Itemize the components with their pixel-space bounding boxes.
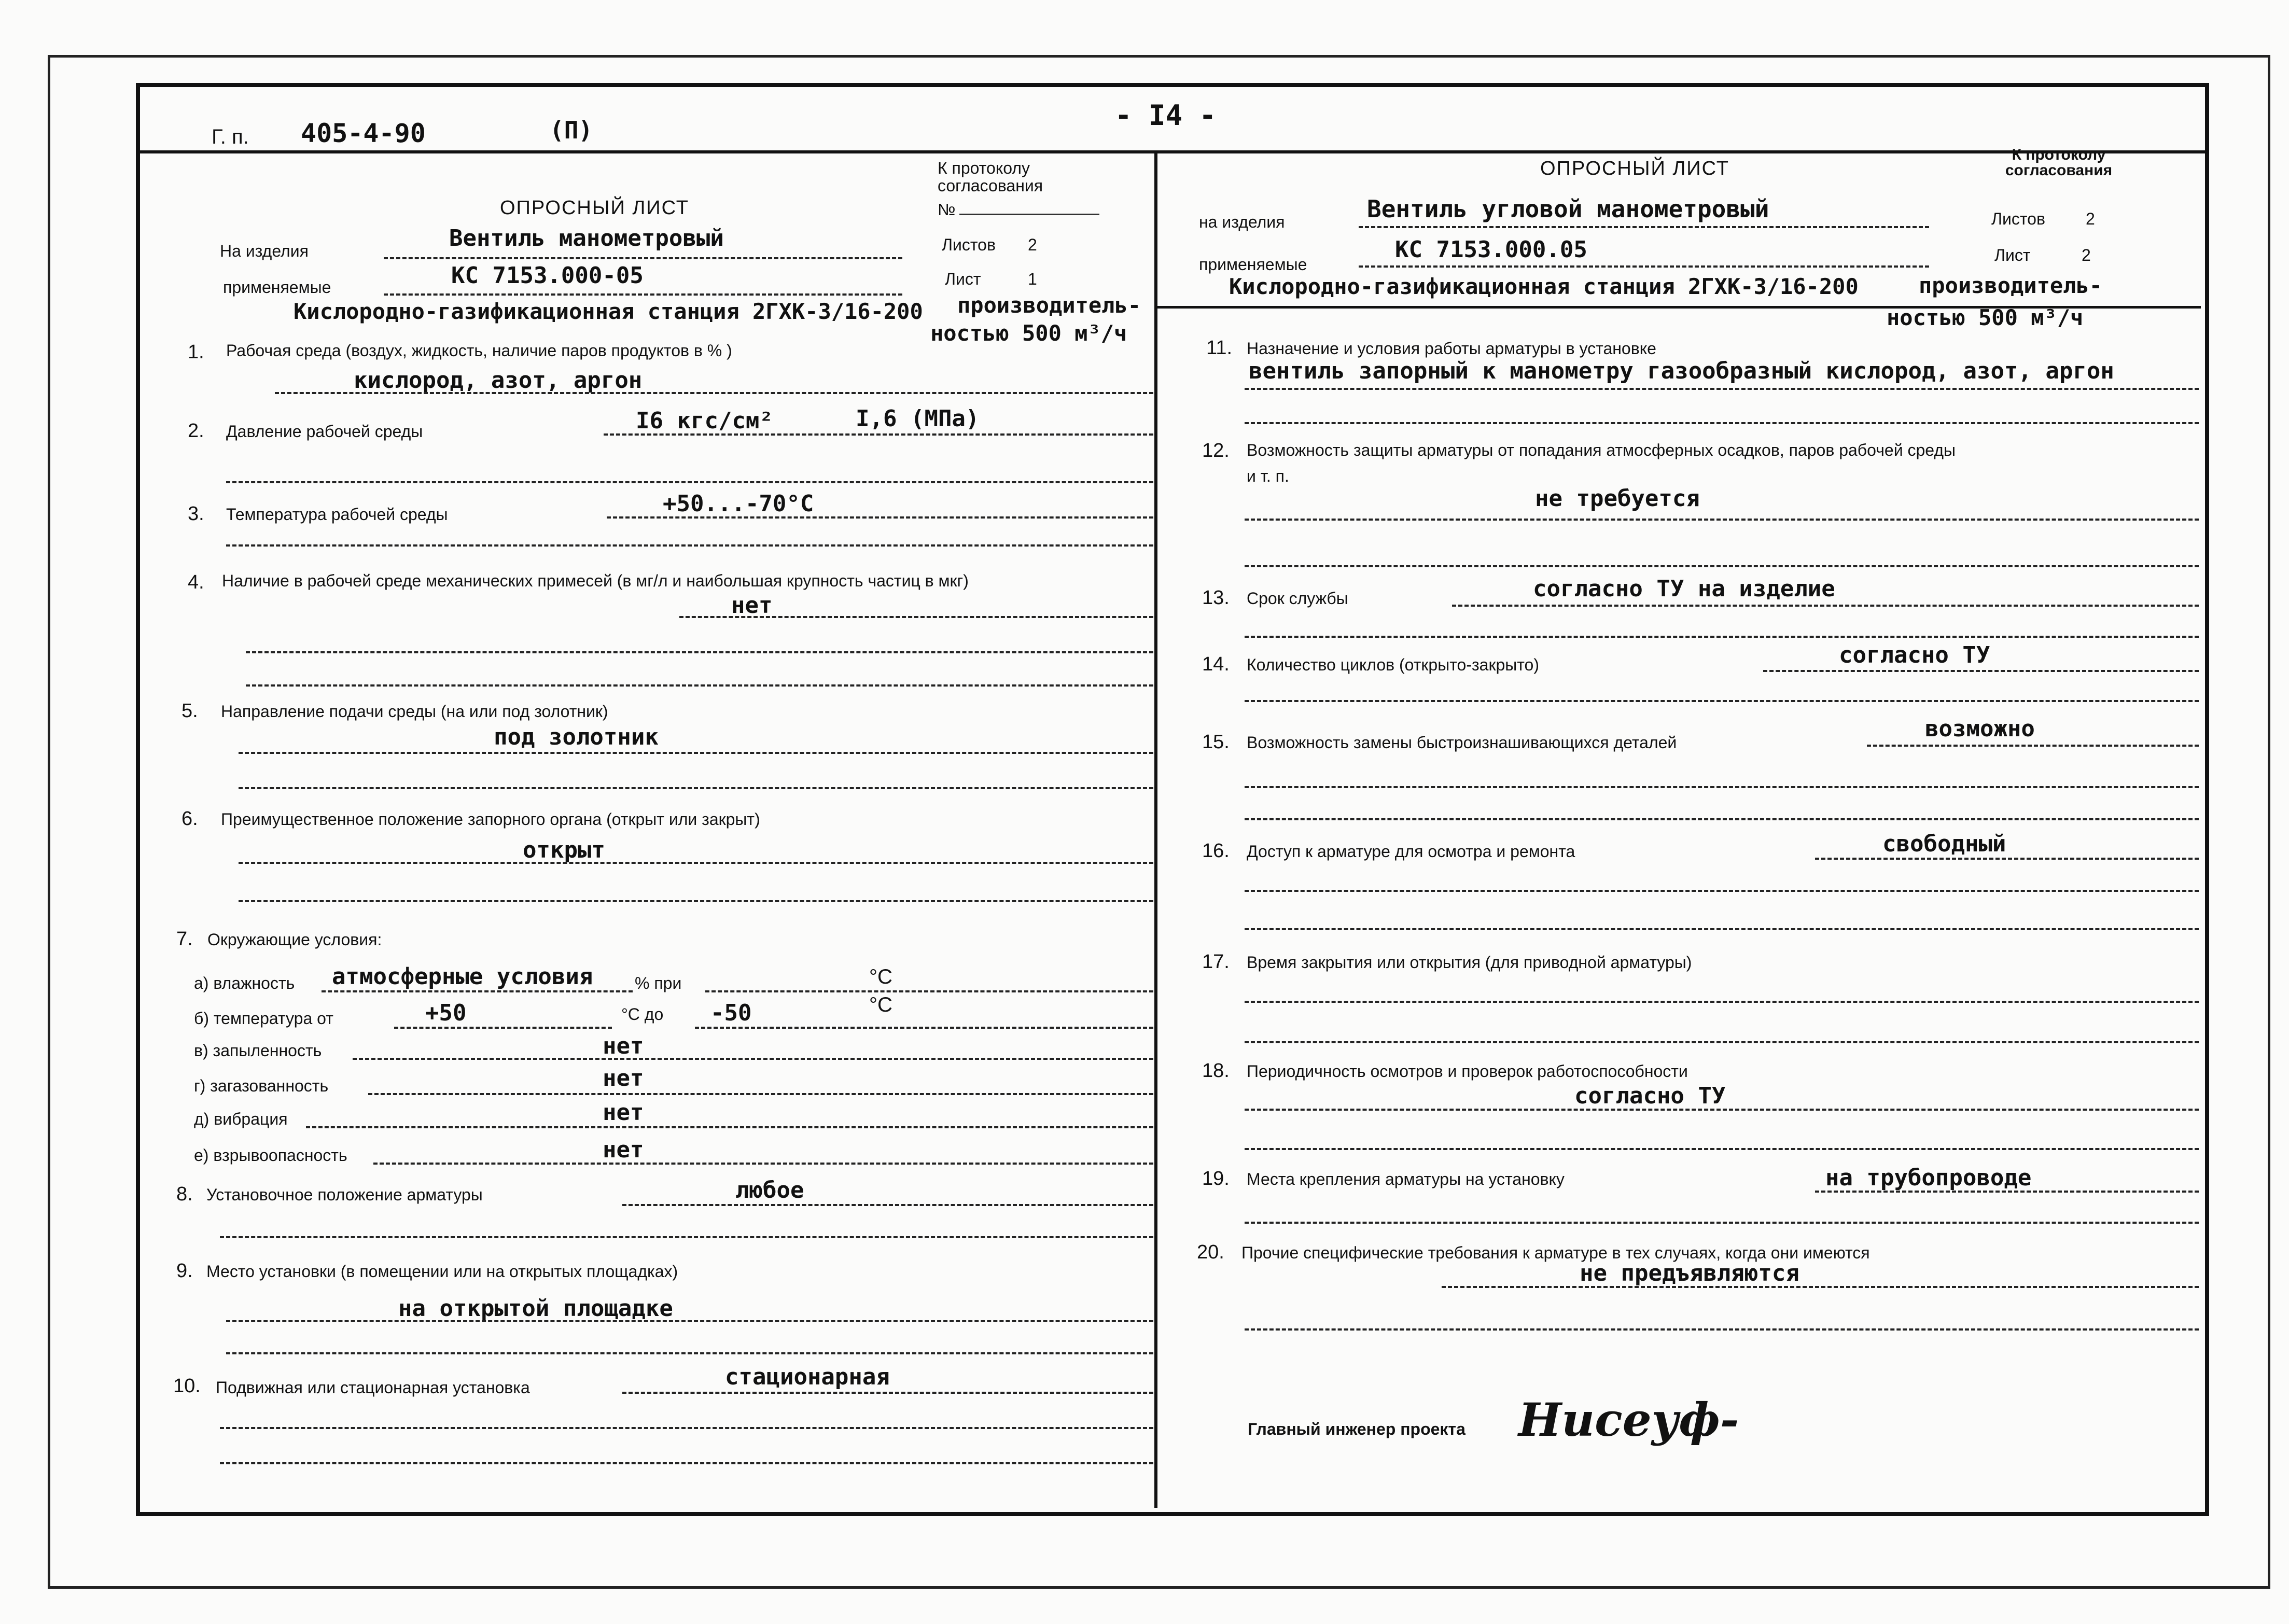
item-17-line xyxy=(1245,1001,2199,1003)
item-4-line-3 xyxy=(246,684,1153,687)
item-16-question: Доступ к арматуре для осмотра и ремонта xyxy=(1247,842,1575,861)
item-12-line xyxy=(1245,519,2199,521)
item-7a-label: а) влажность xyxy=(194,974,295,992)
sheets-value: 2 xyxy=(1028,235,1037,254)
item-10-question: Подвижная или стационарная установка xyxy=(216,1378,530,1397)
item-2-number: 2. xyxy=(188,420,204,442)
item-10-line-2 xyxy=(220,1427,1153,1429)
item-4-question: Наличие в рабочей среде механических примесей (в мг/л и наибольшая крупность частиц в мкг) xyxy=(222,571,969,590)
item-14-number: 14. xyxy=(1202,653,1230,675)
volume-mark: (П) xyxy=(550,116,593,144)
sheets-label: Листов xyxy=(942,235,996,254)
item-13-number: 13. xyxy=(1202,587,1230,609)
used-value: КС 7153.000-05 xyxy=(451,262,644,289)
item-13-line xyxy=(1452,605,2199,607)
left-capacity-b: ностью 500 м³/ч xyxy=(930,320,1127,346)
item-2-question: Давление рабочей среды xyxy=(226,422,423,441)
item-7e-label: д) вибрация xyxy=(194,1110,288,1128)
item-18-line xyxy=(1245,1109,2199,1111)
item-7b-from: +50 xyxy=(425,1000,467,1026)
right-product-value: Вентиль угловой манометровый xyxy=(1367,195,1769,223)
item-8-question: Установочное положение арматуры xyxy=(206,1185,483,1204)
item-7c-label: в) запыленность xyxy=(194,1041,322,1060)
item-6-answer: открыт xyxy=(523,837,605,863)
item-7f-line xyxy=(373,1163,1153,1165)
item-14-line-2 xyxy=(1245,700,2199,702)
item-8-line-2 xyxy=(220,1236,1153,1238)
item-7c-line xyxy=(353,1058,1153,1060)
item-19-number: 19. xyxy=(1202,1168,1230,1189)
item-1-line xyxy=(275,392,1153,394)
item-14-line xyxy=(1763,670,2199,672)
right-capacity-a: производитель- xyxy=(1919,273,2103,298)
right-sheets-label: Листов xyxy=(1991,209,2045,228)
item-1-question: Рабочая среда (воздух, жидкость, наличие паров продуктов в % ) xyxy=(226,341,732,360)
item-6-number: 6. xyxy=(182,808,198,830)
item-18-number: 18. xyxy=(1202,1060,1230,1082)
item-10-line-3 xyxy=(220,1462,1153,1464)
item-15-question: Возможность замены быстроизнашивающихся деталей xyxy=(1247,733,1677,752)
item-2-line xyxy=(604,433,1153,436)
header-divider xyxy=(136,150,2205,153)
item-9-question: Место установки (в помещении или на открытых площадках) xyxy=(206,1262,678,1281)
item-18-question: Периодичность осмотров и проверок работоспособности xyxy=(1247,1062,1688,1081)
item-19-line-2 xyxy=(1245,1222,2199,1224)
item-7a-line xyxy=(322,990,633,992)
item-3-line-2 xyxy=(226,544,1153,547)
item-5-line-2 xyxy=(239,787,1153,789)
item-7c-answer: нет xyxy=(603,1033,644,1059)
item-1-number: 1. xyxy=(188,341,204,363)
left-protocol-label: К протоколу согласования xyxy=(938,159,1043,195)
item-7d-answer: нет xyxy=(603,1065,644,1091)
item-7-number: 7. xyxy=(176,928,193,950)
item-13-line-2 xyxy=(1245,636,2199,638)
product-value: Вентиль манометровый xyxy=(449,225,724,251)
right-product-label: на изделия xyxy=(1199,213,1285,231)
right-sheets-value: 2 xyxy=(2086,209,2095,228)
item-11-answer: вентиль запорный к манометру газообразный кислород, азот, аргон xyxy=(1249,358,2114,384)
right-capacity-b: ностью 500 м³/ч xyxy=(1887,305,2084,330)
item-8-answer: любое xyxy=(735,1177,804,1203)
item-7b-unit: °С до xyxy=(621,1005,664,1024)
item-4-line-2 xyxy=(246,651,1153,653)
item-20-line xyxy=(1442,1286,2199,1288)
item-14-question: Количество циклов (открыто-закрыто) xyxy=(1247,655,1539,674)
right-used-line xyxy=(1359,265,1929,268)
page-number: - I4 - xyxy=(1115,99,1217,132)
item-11-question: Назначение и условия работы арматуры в установке xyxy=(1247,339,1656,358)
item-5-number: 5. xyxy=(182,700,198,722)
item-7e-line xyxy=(306,1126,1153,1128)
item-17-line-2 xyxy=(1245,1041,2199,1043)
item-3-line xyxy=(607,516,1153,519)
product-line xyxy=(384,257,902,259)
item-2-answer-b: I,6 (МПа) xyxy=(856,405,980,432)
item-16-line xyxy=(1815,858,2199,860)
used-line xyxy=(384,293,902,296)
item-12-question-cont: и т. п. xyxy=(1247,467,1289,485)
item-12-line-2 xyxy=(1245,565,2199,567)
column-divider xyxy=(1154,153,1157,1508)
item-16-line-3 xyxy=(1245,928,2199,930)
item-18-answer: согласно ТУ xyxy=(1574,1083,1726,1109)
chief-engineer-label: Главный инженер проекта xyxy=(1248,1420,1465,1438)
right-sheet-label: Лист xyxy=(1994,246,2031,264)
item-19-answer: на трубопроводе xyxy=(1825,1165,2032,1191)
item-11-line xyxy=(1245,388,2199,390)
right-protocol-label: К протоколу согласования xyxy=(2005,146,2113,179)
right-product-line xyxy=(1359,226,1929,228)
product-label: На изделия xyxy=(220,242,309,260)
item-15-line-3 xyxy=(1245,818,2199,820)
right-station: Кислородно-газификационная станция 2ГХК-3/16-200 xyxy=(1229,274,1859,299)
item-12-number: 12. xyxy=(1202,440,1230,461)
item-17-question: Время закрытия или открытия (для приводной арматуры) xyxy=(1247,953,1692,972)
item-8-line xyxy=(622,1204,1153,1206)
left-title: ОПРОСНЫЙ ЛИСТ xyxy=(500,197,689,219)
item-11-line-2 xyxy=(1245,422,2199,424)
item-3-question: Температура рабочей среды xyxy=(226,505,448,524)
item-9-number: 9. xyxy=(176,1260,193,1282)
item-19-question: Места крепления арматуры на установку xyxy=(1247,1170,1565,1188)
item-7b-to: -50 xyxy=(710,1000,752,1026)
sheet-label: Лист xyxy=(945,270,981,288)
item-9-line xyxy=(226,1320,1153,1322)
item-16-answer: свободный xyxy=(1882,831,2006,857)
item-20-line-2 xyxy=(1245,1328,2199,1331)
protocol-no-line xyxy=(959,214,1099,215)
item-7f-answer: нет xyxy=(603,1137,644,1163)
sheet-value: 1 xyxy=(1028,270,1037,288)
item-8-number: 8. xyxy=(176,1183,193,1205)
used-label: применяемые xyxy=(223,278,331,297)
item-7a-answer: атмосферные условия xyxy=(332,963,593,990)
item-7d-label: г) загазованность xyxy=(194,1076,329,1095)
item-3-answer: +50...-70°С xyxy=(663,491,814,517)
item-7b-line-2 xyxy=(695,1027,1153,1029)
item-7a-line-2 xyxy=(705,990,1153,992)
item-20-number: 20. xyxy=(1197,1241,1224,1263)
item-20-answer: не предъявляются xyxy=(1580,1260,1799,1286)
item-7e-answer: нет xyxy=(603,1099,644,1126)
left-station: Кислородно-газификационная станция 2ГХК-3/16-200 xyxy=(294,299,923,324)
item-5-question: Направление подачи среды (на или под золотник) xyxy=(221,702,608,721)
item-6-line xyxy=(239,862,1153,864)
item-13-question: Срок службы xyxy=(1247,589,1348,608)
item-3-number: 3. xyxy=(188,503,204,525)
item-11-number: 11. xyxy=(1206,337,1233,359)
item-6-line-2 xyxy=(239,900,1153,902)
item-7-question: Окружающие условия: xyxy=(207,930,382,949)
item-12-question: Возможность защиты арматуры от попадания атмосферных осадков, паров рабочей среды xyxy=(1247,441,1956,459)
item-2-answer-a: I6 кгс/см² xyxy=(636,408,773,434)
item-15-number: 15. xyxy=(1202,731,1230,753)
doc-code: 405-4-90 xyxy=(301,118,426,148)
item-7b-label: б) температура от xyxy=(194,1009,333,1028)
item-17-number: 17. xyxy=(1202,951,1230,973)
item-1-answer: кислород, азот, аргон xyxy=(354,367,643,394)
item-18-line-2 xyxy=(1245,1148,2199,1150)
item-10-number: 10. xyxy=(173,1375,201,1397)
item-6-question: Преимущественное положение запорного органа (открыт или закрыт) xyxy=(221,810,760,829)
item-16-line-2 xyxy=(1245,890,2199,892)
item-15-answer: возможно xyxy=(1925,716,2035,742)
right-used-value: КС 7153.000.05 xyxy=(1395,236,1587,263)
item-16-number: 16. xyxy=(1202,840,1230,862)
item-19-line xyxy=(1815,1191,2199,1193)
item-2-line-2 xyxy=(226,481,1153,483)
item-7d-line xyxy=(368,1093,1153,1095)
item-9-line-2 xyxy=(226,1352,1153,1354)
right-used-label: применяемые xyxy=(1199,255,1307,274)
item-20-question: Прочие специфические требования к арматуре в тех случаях, когда они имеются xyxy=(1241,1243,1870,1262)
item-13-answer: согласно ТУ на изделие xyxy=(1533,576,1835,602)
right-title: ОПРОСНЫЙ ЛИСТ xyxy=(1540,158,1729,179)
item-12-answer: не требуется xyxy=(1535,485,1700,512)
item-7a-celsius: °С xyxy=(869,965,892,988)
item-15-line-2 xyxy=(1245,786,2199,788)
gp-label: Г. п. xyxy=(212,125,249,148)
item-4-number: 4. xyxy=(188,571,204,593)
item-10-line xyxy=(622,1392,1153,1394)
item-4-answer: нет xyxy=(731,592,773,619)
item-9-answer: на открытой площадке xyxy=(398,1295,673,1322)
signature: Нисеуф- xyxy=(1518,1393,1739,1447)
item-4-line xyxy=(679,616,1153,618)
left-capacity-a: производитель- xyxy=(957,292,1141,318)
item-7f-label: е) взрывоопасность xyxy=(194,1146,347,1165)
item-7a-unit: % при xyxy=(635,974,682,992)
item-15-line xyxy=(1867,745,2199,747)
item-7b-line xyxy=(394,1027,612,1029)
left-protocol-no: № xyxy=(938,200,956,219)
right-sheet-value: 2 xyxy=(2082,246,2091,264)
item-5-answer: под золотник xyxy=(494,724,659,750)
item-5-line xyxy=(239,752,1153,754)
item-14-answer: согласно ТУ xyxy=(1839,642,1990,668)
item-7b-celsius: °С xyxy=(869,993,892,1016)
item-10-answer: стационарная xyxy=(725,1364,890,1390)
